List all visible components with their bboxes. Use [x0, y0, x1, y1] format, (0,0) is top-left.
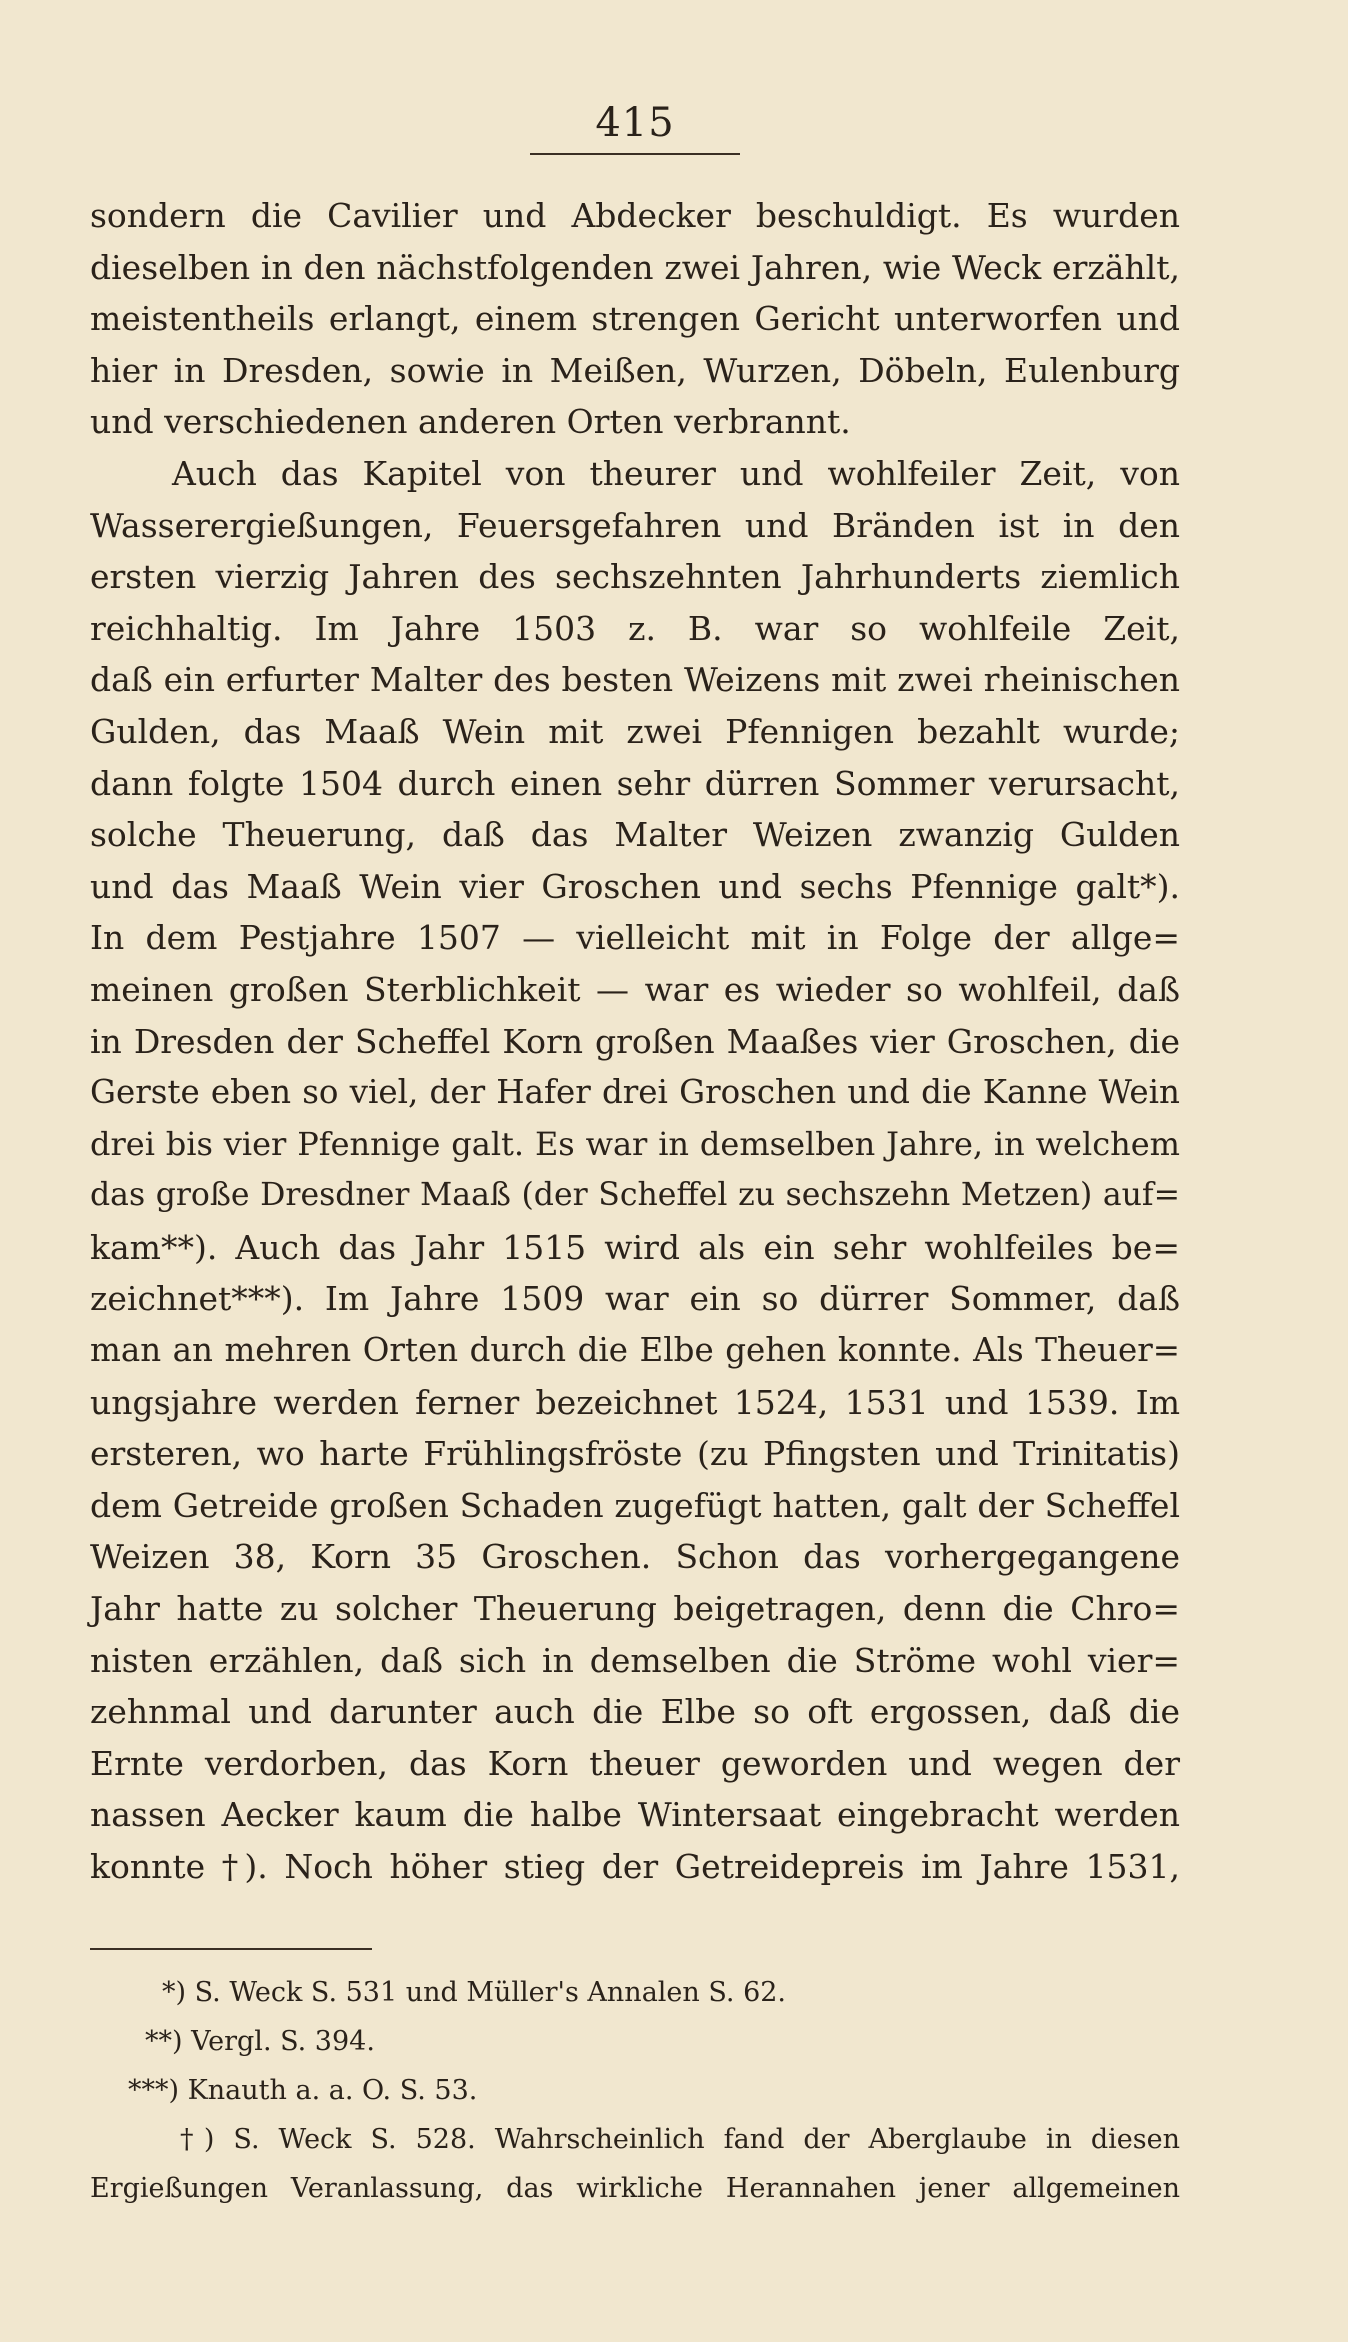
text-line: das große Dresdner Maaß (der Scheffel zu sechszehn Metzen) auf= [90, 1177, 1180, 1214]
footnote: **) Vergl. S. 394. [145, 2026, 375, 2057]
text-line: dieselben in den nächstfolgenden zwei Jahren, wie Weck erzählt, [90, 247, 1180, 287]
text-line: und das Maaß Wein vier Groschen und sechs Pfennige galt*). [90, 866, 1180, 906]
text-line: zeichnet***). Im Jahre 1509 war ein so dürrer Sommer, daß [90, 1279, 1180, 1319]
footnote-rule [90, 1948, 372, 1950]
text-line: Gulden, das Maaß Wein mit zwei Pfennigen bezahlt wurde; [90, 711, 1180, 751]
text-line: ersteren, wo harte Frühlingsfröste (zu Pfingsten und Trinitatis) [90, 1434, 1180, 1474]
text-line: dann folgte 1504 durch einen sehr dürren Sommer verursacht, [90, 763, 1180, 803]
text-line: dem Getreide großen Schaden zugefügt hatten, galt der Scheffel [90, 1485, 1180, 1525]
text-line: nisten erzählen, daß sich in demselben die Ströme wohl vier= [90, 1640, 1180, 1680]
page-number-rule [530, 153, 740, 155]
text-line: In dem Pestjahre 1507 — vielleicht mit in Folge der allge= [90, 918, 1180, 958]
text-line: ungsjahre werden ferner bezeichnet 1524, 1531 und 1539. Im [90, 1382, 1180, 1422]
text-line: Gerste eben so viel, der Hafer drei Groschen und die Kanne Wein [90, 1073, 1180, 1112]
text-line: kam**). Auch das Jahr 1515 wird als ein sehr wohlfeiles be= [90, 1227, 1180, 1267]
text-line: hier in Dresden, sowie in Meißen, Wurzen, Döbeln, Eulenburg [90, 350, 1180, 390]
text-line: solche Theuerung, daß das Malter Weizen zwanzig Gulden [90, 815, 1180, 855]
footnote-continuation: Ergießungen Veranlassung, das wirkliche Herannahen jener allgemeinen [90, 2173, 1180, 2204]
text-line: Weizen 38, Korn 35 Groschen. Schon das vorhergegangene [90, 1537, 1180, 1577]
footnote: †) S. Weck S. 528. Wahrscheinlich fand der Aberglaube in diesen [180, 2124, 1180, 2155]
footnote: *) S. Weck S. 531 und Müller's Annalen S. 62. [162, 1977, 787, 2008]
text-line: drei bis vier Pfennige galt. Es war in demselben Jahre, in welchem [90, 1124, 1180, 1163]
footnote: ***) Knauth a. a. O. S. 53. [128, 2075, 478, 2106]
text-line: sondern die Cavilier und Abdecker beschuldigt. Es wurden [90, 196, 1180, 235]
text-line: meinen großen Sterblichkeit — war es wieder so wohlfeil, daß [90, 969, 1180, 1009]
text-line: und verschiedenen anderen Orten verbrannt. [90, 402, 851, 442]
page-number: 415 [595, 100, 675, 146]
text-line: Jahr hatte zu solcher Theuerung beigetragen, denn die Chro= [90, 1589, 1180, 1629]
text-line: nassen Aecker kaum die halbe Wintersaat eingebracht werden [90, 1795, 1180, 1835]
text-line: konnte †). Noch höher stieg der Getreidepreis im Jahre 1531, [90, 1847, 1180, 1886]
text-line: meistentheils erlangt, einem strengen Gericht unterworfen und [90, 299, 1180, 339]
text-line: ersten vierzig Jahren des sechszehnten Jahrhunderts ziemlich [90, 557, 1180, 597]
text-line: in Dresden der Scheffel Korn großen Maaßes vier Groschen, die [90, 1021, 1180, 1061]
body-text [90, 190, 1180, 1893]
text-line: reichhaltig. Im Jahre 1503 z. B. war so wohlfeile Zeit, [90, 608, 1180, 648]
text-line: zehnmal und darunter auch die Elbe so oft ergossen, daß die [90, 1692, 1180, 1732]
footnotes [90, 1968, 1180, 2213]
text-line: Ernte verdorben, das Korn theuer geworden und wegen der [90, 1743, 1180, 1783]
text-line: man an mehren Orten durch die Elbe gehen konnte. Als Theuer= [90, 1331, 1180, 1370]
text-line: Auch das Kapitel von theurer und wohlfeiler Zeit, von [172, 453, 1180, 493]
text-line: daß ein erfurter Malter des besten Weizens mit zwei rheinischen [90, 660, 1180, 700]
text-line: Wasserergießungen, Feuersgefahren und Bränden ist in den [90, 505, 1180, 545]
